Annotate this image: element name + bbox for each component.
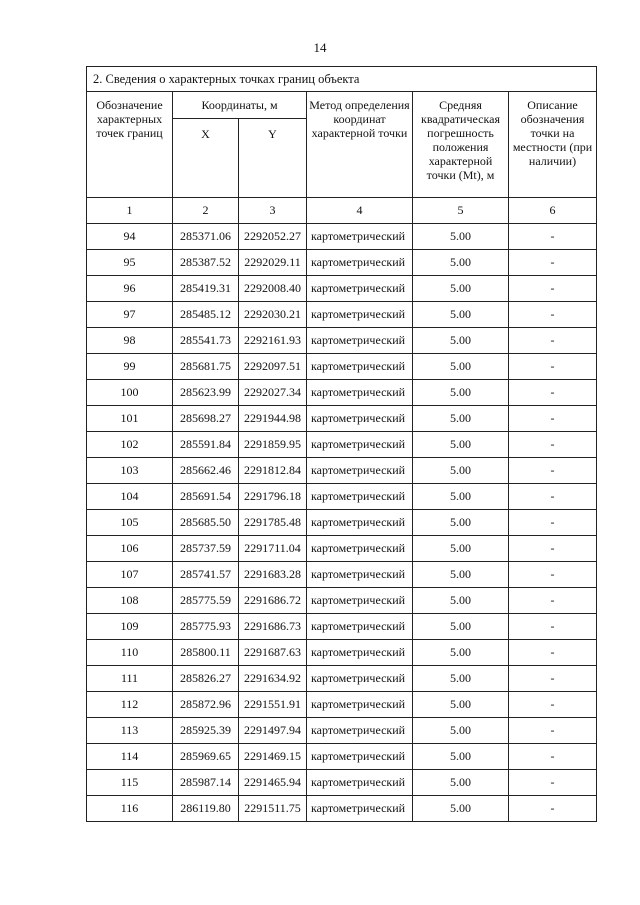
table-row [87, 562, 597, 588]
description: - [509, 536, 597, 562]
table-row [87, 744, 597, 770]
error-value: 5.00 [413, 510, 509, 536]
description: - [509, 406, 597, 432]
description: - [509, 380, 597, 406]
point-id: 94 [87, 224, 173, 250]
point-id: 105 [87, 510, 173, 536]
error-value: 5.00 [413, 796, 509, 822]
description: - [509, 718, 597, 744]
column-number: 3 [239, 198, 307, 224]
error-value: 5.00 [413, 640, 509, 666]
method: картометрический [307, 302, 413, 328]
table-row [87, 614, 597, 640]
error-value: 5.00 [413, 380, 509, 406]
description: - [509, 484, 597, 510]
table-row [87, 692, 597, 718]
point-id: 100 [87, 380, 173, 406]
method: картометрический [307, 640, 413, 666]
method: картометрический [307, 224, 413, 250]
error-value: 5.00 [413, 562, 509, 588]
description: - [509, 588, 597, 614]
point-id: 113 [87, 718, 173, 744]
method: картометрический [307, 432, 413, 458]
column-number: 6 [509, 198, 597, 224]
point-id: 111 [87, 666, 173, 692]
method: картометрический [307, 666, 413, 692]
method: картометрический [307, 406, 413, 432]
table-row [87, 770, 597, 796]
table-row [87, 354, 597, 380]
table-row [87, 380, 597, 406]
column-number: 2 [173, 198, 239, 224]
description: - [509, 250, 597, 276]
error-value: 5.00 [413, 458, 509, 484]
point-id: 96 [87, 276, 173, 302]
description: - [509, 224, 597, 250]
table-row [87, 796, 597, 822]
method: картометрический [307, 588, 413, 614]
point-id: 98 [87, 328, 173, 354]
error-value: 5.00 [413, 432, 509, 458]
coord-y: 2291686.73 [239, 614, 307, 640]
coord-y: 2292052.27 [239, 224, 307, 250]
coord-y: 2291683.28 [239, 562, 307, 588]
description: - [509, 302, 597, 328]
coord-y: 2291796.18 [239, 484, 307, 510]
error-value: 5.00 [413, 328, 509, 354]
coord-y: 2291634.92 [239, 666, 307, 692]
coord-x: 285775.59 [173, 588, 239, 614]
coord-y: 2291711.04 [239, 536, 307, 562]
point-id: 109 [87, 614, 173, 640]
coord-x: 285681.75 [173, 354, 239, 380]
method: картометрический [307, 484, 413, 510]
coord-y: 2291551.91 [239, 692, 307, 718]
coord-x: 285387.52 [173, 250, 239, 276]
method: картометрический [307, 614, 413, 640]
point-id: 101 [87, 406, 173, 432]
coord-y: 2292029.11 [239, 250, 307, 276]
coord-y: 2291785.48 [239, 510, 307, 536]
point-id: 115 [87, 770, 173, 796]
table-body [87, 224, 597, 822]
coord-x: 285741.57 [173, 562, 239, 588]
table-row [87, 536, 597, 562]
description: - [509, 796, 597, 822]
point-id: 112 [87, 692, 173, 718]
table-row [87, 406, 597, 432]
method: картометрический [307, 562, 413, 588]
boundary-points-table [86, 66, 597, 822]
method: картометрический [307, 692, 413, 718]
table-row [87, 718, 597, 744]
coord-y: 2291686.72 [239, 588, 307, 614]
error-value: 5.00 [413, 354, 509, 380]
coord-x: 286119.80 [173, 796, 239, 822]
point-id: 110 [87, 640, 173, 666]
table-row [87, 302, 597, 328]
column-number-row [87, 198, 597, 224]
point-id: 114 [87, 744, 173, 770]
coord-y: 2291944.98 [239, 406, 307, 432]
coord-y: 2292008.40 [239, 276, 307, 302]
method: картометрический [307, 354, 413, 380]
method: картометрический [307, 510, 413, 536]
coord-x: 285685.50 [173, 510, 239, 536]
description: - [509, 276, 597, 302]
coord-y: 2292027.34 [239, 380, 307, 406]
description: - [509, 640, 597, 666]
coord-y: 2291859.95 [239, 432, 307, 458]
coord-x: 285591.84 [173, 432, 239, 458]
method: картометрический [307, 250, 413, 276]
coord-x: 285872.96 [173, 692, 239, 718]
method: картометрический [307, 744, 413, 770]
point-id: 95 [87, 250, 173, 276]
method: картометрический [307, 328, 413, 354]
method: картометрический [307, 718, 413, 744]
method: картометрический [307, 380, 413, 406]
error-value: 5.00 [413, 588, 509, 614]
method: картометрический [307, 458, 413, 484]
description: - [509, 692, 597, 718]
header-y: Y [239, 119, 307, 198]
error-value: 5.00 [413, 406, 509, 432]
description: - [509, 562, 597, 588]
header-description: Описание обозначения точки на местности (при наличии) [509, 92, 597, 198]
table-row [87, 328, 597, 354]
error-value: 5.00 [413, 224, 509, 250]
table-row [87, 224, 597, 250]
header-x: X [173, 119, 239, 198]
coord-x: 285925.39 [173, 718, 239, 744]
header-point-designation: Обозначение характерных точек границ [87, 92, 173, 198]
description: - [509, 432, 597, 458]
point-id: 103 [87, 458, 173, 484]
error-value: 5.00 [413, 614, 509, 640]
table-row [87, 458, 597, 484]
description: - [509, 614, 597, 640]
description: - [509, 458, 597, 484]
error-value: 5.00 [413, 718, 509, 744]
coord-y: 2292161.93 [239, 328, 307, 354]
column-number: 4 [307, 198, 413, 224]
table-row [87, 276, 597, 302]
method: картометрический [307, 276, 413, 302]
error-value: 5.00 [413, 770, 509, 796]
error-value: 5.00 [413, 692, 509, 718]
method: картометрический [307, 770, 413, 796]
coord-y: 2291497.94 [239, 718, 307, 744]
point-id: 97 [87, 302, 173, 328]
description: - [509, 666, 597, 692]
error-value: 5.00 [413, 484, 509, 510]
table-row [87, 640, 597, 666]
header-method: Метод определения координат характерной точки [307, 92, 413, 198]
error-value: 5.00 [413, 666, 509, 692]
error-value: 5.00 [413, 302, 509, 328]
point-id: 116 [87, 796, 173, 822]
point-id: 102 [87, 432, 173, 458]
page-number: 14 [313, 40, 327, 55]
method: картометрический [307, 796, 413, 822]
coord-x: 285737.59 [173, 536, 239, 562]
error-value: 5.00 [413, 276, 509, 302]
coord-x: 285662.46 [173, 458, 239, 484]
section-title: 2. Сведения о характерных точках границ объекта [87, 67, 597, 92]
description: - [509, 744, 597, 770]
method: картометрический [307, 536, 413, 562]
coord-y: 2292030.21 [239, 302, 307, 328]
table-row [87, 510, 597, 536]
coord-x: 285987.14 [173, 770, 239, 796]
coord-x: 285698.27 [173, 406, 239, 432]
error-value: 5.00 [413, 250, 509, 276]
coord-x: 285800.11 [173, 640, 239, 666]
column-number: 1 [87, 198, 173, 224]
description: - [509, 328, 597, 354]
point-id: 104 [87, 484, 173, 510]
table-row [87, 484, 597, 510]
table-row [87, 432, 597, 458]
coord-y: 2291511.75 [239, 796, 307, 822]
table-row [87, 588, 597, 614]
coord-x: 285691.54 [173, 484, 239, 510]
coord-x: 285826.27 [173, 666, 239, 692]
header-coordinates: Координаты, м [173, 92, 307, 119]
error-value: 5.00 [413, 744, 509, 770]
point-id: 108 [87, 588, 173, 614]
point-id: 107 [87, 562, 173, 588]
coord-x: 285623.99 [173, 380, 239, 406]
coord-y: 2292097.51 [239, 354, 307, 380]
coord-y: 2291687.63 [239, 640, 307, 666]
description: - [509, 770, 597, 796]
table-row [87, 666, 597, 692]
coord-y: 2291812.84 [239, 458, 307, 484]
column-number: 5 [413, 198, 509, 224]
coord-y: 2291469.15 [239, 744, 307, 770]
coord-x: 285541.73 [173, 328, 239, 354]
point-id: 99 [87, 354, 173, 380]
description: - [509, 354, 597, 380]
coord-x: 285775.93 [173, 614, 239, 640]
error-value: 5.00 [413, 536, 509, 562]
coord-x: 285969.65 [173, 744, 239, 770]
point-id: 106 [87, 536, 173, 562]
header-error: Средняя квадратическая погрешность положения характерной точки (Mt), м [413, 92, 509, 198]
coord-y: 2291465.94 [239, 770, 307, 796]
table-row [87, 250, 597, 276]
coord-x: 285419.31 [173, 276, 239, 302]
coord-x: 285485.12 [173, 302, 239, 328]
description: - [509, 510, 597, 536]
coord-x: 285371.06 [173, 224, 239, 250]
